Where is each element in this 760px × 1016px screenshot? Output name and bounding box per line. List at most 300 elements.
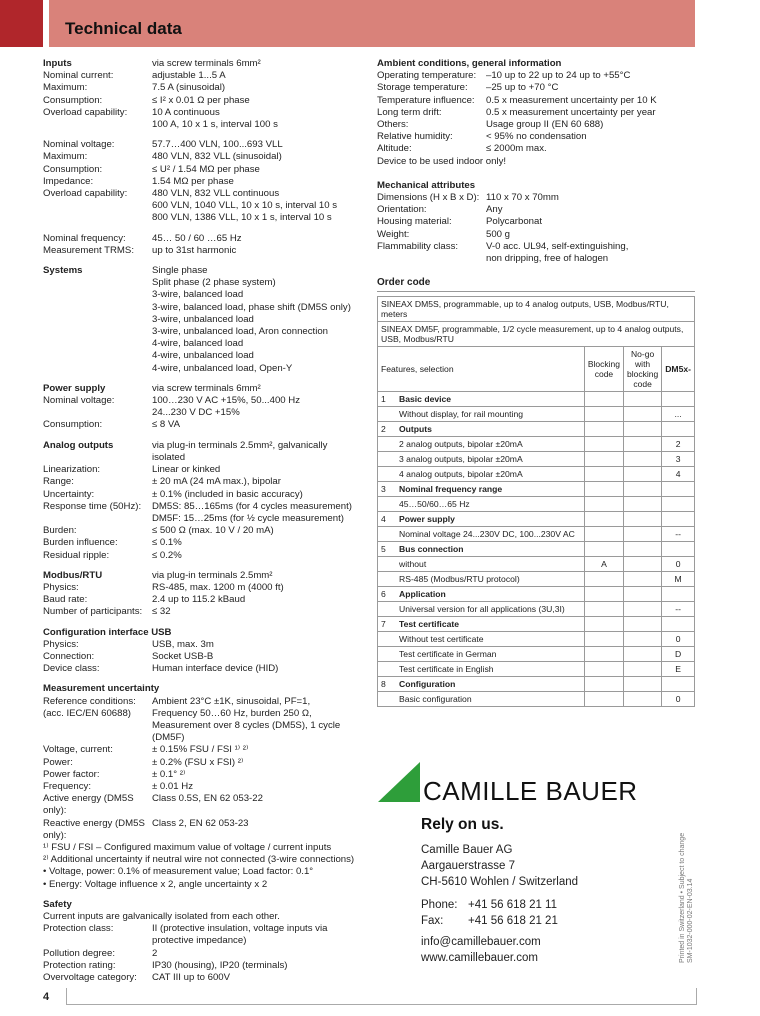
- spec-value: ≤ 0.1%: [152, 537, 182, 549]
- spec-row: [377, 119, 695, 131]
- spec-value: 10 A continuous: [152, 106, 220, 118]
- section-voltage: [43, 139, 363, 224]
- spec-value: 0.5 x measurement uncertainty per year: [486, 106, 656, 118]
- order-number: 7: [381, 619, 386, 630]
- order-code-value: [662, 422, 695, 437]
- spec-value: ≤ 2000m max.: [486, 143, 547, 155]
- spec-label: [43, 277, 152, 289]
- spec-label: [43, 314, 152, 326]
- address-company: Camille Bauer AG: [421, 844, 513, 856]
- spec-value: –25 up to +70 °C: [486, 82, 559, 94]
- spec-label: Maximum:: [43, 82, 88, 94]
- order-text: RS-485 (Modbus/RTU protocol): [399, 574, 520, 585]
- order-blocking-code: [584, 572, 623, 587]
- spec-row: [43, 960, 363, 972]
- spec-label: Consumption:: [43, 163, 103, 175]
- order-code-value: [662, 482, 695, 497]
- spec-value: Class 2, EN 62 053-23: [152, 817, 249, 829]
- spec-label: Orientation:: [377, 204, 427, 216]
- footnote: ²⁾ Additional uncertainty if neutral wire not connected (3-wire connections): [43, 854, 355, 866]
- order-number: 8: [381, 679, 386, 690]
- spec-row: [43, 419, 363, 431]
- spec-label: Housing material:: [377, 216, 452, 228]
- order-blocking-code: [584, 647, 623, 662]
- order-nogo: [624, 422, 662, 437]
- order-option-row: [378, 437, 695, 452]
- spec-value: 800 VLN, 1386 VLL, 10 x 1 s, interval 10 s: [152, 212, 332, 224]
- order-text: Configuration: [399, 679, 456, 690]
- spec-label: Connection:: [43, 650, 95, 662]
- spec-value: Class 0.5S, EN 62 053-22: [152, 793, 263, 805]
- spec-label: Range:: [43, 476, 74, 488]
- spec-label: Baud rate:: [43, 594, 88, 606]
- spec-label: Burden:: [43, 525, 77, 537]
- footnote: • Voltage, power: 0.1% of measurement value; Load factor: 0.1°: [43, 866, 314, 878]
- spec-value: ± 20 mA (24 mA max.), bipolar: [152, 476, 281, 488]
- spec-label: Power factor:: [43, 768, 100, 780]
- spec-value: DM5S: 85…165ms (for 4 cycles measurement): [152, 500, 352, 512]
- order-feature: [378, 542, 585, 557]
- spec-row: [43, 972, 363, 984]
- spec-row: [43, 107, 363, 119]
- spec-value: ± 0.1° ²⁾: [152, 768, 186, 780]
- order-head-code: DM5x-: [662, 347, 695, 392]
- order-category-row: [378, 512, 695, 527]
- order-category-row: [378, 587, 695, 602]
- order-blocking-code: A: [584, 557, 623, 572]
- spec-label: Nominal current:: [43, 70, 114, 82]
- spec-row: [43, 407, 363, 419]
- order-nogo: [624, 452, 662, 467]
- order-feature: [378, 677, 585, 692]
- ambient-title: Ambient conditions, general information: [377, 58, 562, 69]
- order-text: Nominal frequency range: [399, 484, 503, 495]
- spec-value: 110 x 70 x 70mm: [486, 192, 559, 204]
- order-code-value: ...: [662, 407, 695, 422]
- order-blocking-code: [584, 617, 623, 632]
- spec-value: 3-wire, unbalanced load: [152, 313, 254, 325]
- order-head-features: Features, selection: [378, 347, 585, 392]
- spec-label: [377, 253, 486, 265]
- slogan: Rely on us.: [421, 816, 504, 833]
- order-code-value: [662, 617, 695, 632]
- usb-title: Configuration interface USB: [43, 626, 172, 638]
- order-blocking-code: [584, 407, 623, 422]
- order-text: Basic device: [399, 394, 452, 405]
- order-feature: [378, 497, 585, 512]
- order-desc-dm5f: SINEAX DM5F, programmable, 1/2 cycle measurement, up to 4 analog outputs, USB, Modbus/RTU: [378, 322, 695, 347]
- order-category-row: [378, 542, 695, 557]
- spec-value: CAT III up to 600V: [152, 972, 231, 984]
- order-feature: [378, 572, 585, 587]
- order-feature: [378, 602, 585, 617]
- spec-label: Relative humidity:: [377, 131, 453, 143]
- order-text: Basic configuration: [399, 694, 472, 705]
- spec-label: Systems: [43, 265, 83, 277]
- spec-value: RS-485, max. 1200 m (4000 ft): [152, 581, 284, 593]
- spec-row: [43, 501, 363, 513]
- ambient-note: Device to be used indoor only!: [377, 155, 507, 167]
- section-inputs: [43, 58, 363, 131]
- order-head-nogo: No-go with blocking code: [624, 347, 662, 392]
- spec-value: Split phase (2 phase system): [152, 277, 276, 289]
- website-link[interactable]: www.camillebauer.com: [421, 952, 538, 964]
- spec-row: [43, 582, 363, 594]
- order-text: Application: [399, 589, 446, 600]
- order-nogo: [624, 677, 662, 692]
- spec-row: [377, 107, 695, 119]
- order-text: Test certificate in German: [399, 649, 497, 660]
- spec-value: II (protective insulation, voltage inputs via: [152, 923, 328, 935]
- spec-value: ± 0.1% (included in basic accuracy): [152, 488, 303, 500]
- address-street: Aargauerstrasse 7: [421, 860, 515, 872]
- order-nogo: [624, 662, 662, 677]
- order-blocking-code: [584, 632, 623, 647]
- order-blocking-code: [584, 482, 623, 497]
- order-head-blocking: Blocking code: [584, 347, 623, 392]
- order-code-value: 3: [662, 452, 695, 467]
- order-text: Universal version for all applications (3U,3I): [399, 604, 565, 615]
- order-feature: [378, 527, 585, 542]
- spec-label: [43, 935, 152, 947]
- spec-row: [43, 326, 363, 338]
- phone-label: Phone:: [421, 899, 458, 911]
- spec-value: adjustable 1...5 A: [152, 70, 226, 82]
- safety-rows: [43, 923, 363, 984]
- spec-value: Linear or kinked: [152, 464, 221, 476]
- order-text: without: [399, 559, 427, 570]
- spec-row: [43, 164, 363, 176]
- section-modbus: [43, 570, 363, 619]
- order-blocking-code: [584, 587, 623, 602]
- order-option-row: [378, 407, 695, 422]
- order-text: Without test certificate: [399, 634, 484, 645]
- mu-title: Measurement uncertainty: [43, 683, 160, 695]
- spec-value: Single phase: [152, 265, 208, 277]
- order-code-value: M: [662, 572, 695, 587]
- spec-label: Burden influence:: [43, 537, 118, 549]
- spec-value: 100 A, 10 x 1 s, interval 100 s: [152, 119, 278, 131]
- spec-label: Number of participants:: [43, 606, 143, 618]
- spec-row: [377, 131, 695, 143]
- order-code-value: [662, 587, 695, 602]
- spec-row: [43, 395, 363, 407]
- order-category-row: [378, 617, 695, 632]
- footer-rule: [66, 988, 697, 1005]
- left-column: [43, 58, 363, 984]
- order-category-row: [378, 677, 695, 692]
- spec-value: 480 VLN, 832 VLL (sinusoidal): [152, 151, 282, 163]
- order-blocking-code: [584, 512, 623, 527]
- spec-label: Protection class:: [43, 923, 114, 935]
- order-number: 4: [381, 514, 386, 525]
- order-text: Outputs: [399, 424, 432, 435]
- spec-value: Ambient 23°C ±1K, sinusoidal, PF=1,: [152, 695, 311, 707]
- spec-value: 45… 50 / 60 …65 Hz: [152, 232, 242, 244]
- spec-label: [43, 289, 152, 301]
- spec-value: Usage group II (EN 60 688): [486, 119, 604, 131]
- spec-row: [377, 70, 695, 82]
- footnotes: [43, 842, 363, 891]
- spec-label: Modbus/RTU: [43, 569, 103, 581]
- spec-value: via screw terminals 6mm²: [152, 382, 261, 394]
- section-frequency: [43, 233, 363, 257]
- order-code-value: 2: [662, 437, 695, 452]
- order-blocking-code: [584, 692, 623, 707]
- logo-triangle-icon: [378, 762, 420, 802]
- header-accent-block: [0, 0, 43, 47]
- page-title: Technical data: [65, 19, 182, 38]
- spec-row: [377, 229, 695, 241]
- mu-rows: [43, 696, 363, 842]
- section-measurement-uncertainty: [43, 683, 363, 890]
- order-blocking-code: [584, 497, 623, 512]
- spec-row: [43, 606, 363, 618]
- order-option-row: [378, 692, 695, 707]
- spec-row: [43, 200, 363, 212]
- spec-label: Long term drift:: [377, 106, 442, 118]
- section-analog-outputs: [43, 440, 363, 562]
- spec-value: 2.4 up to 115.2 kBaud: [152, 594, 246, 606]
- spec-value: Socket USB-B: [152, 650, 214, 662]
- spec-row: [43, 245, 363, 257]
- spec-label: Maximum:: [43, 151, 88, 163]
- order-code-value: [662, 542, 695, 557]
- spec-row: [43, 818, 363, 842]
- spec-row: [377, 143, 695, 155]
- section-power-supply: [43, 383, 363, 432]
- order-category-row: [378, 482, 695, 497]
- order-nogo: [624, 392, 662, 407]
- spec-row: [43, 708, 363, 720]
- order-category-row: [378, 392, 695, 407]
- order-feature: [378, 452, 585, 467]
- safety-intro: Current inputs are galvanically isolated from each other.: [43, 911, 280, 922]
- spec-label: [43, 407, 152, 419]
- order-code-table: [377, 296, 695, 707]
- spec-label: [43, 326, 152, 338]
- spec-label: Voltage, current:: [43, 744, 113, 756]
- order-nogo: [624, 632, 662, 647]
- spec-value: Frequency 50…60 Hz, burden 250 Ω,: [152, 707, 312, 719]
- spec-row: [43, 769, 363, 781]
- spec-row: [377, 216, 695, 228]
- order-option-row: [378, 602, 695, 617]
- spec-row: [43, 302, 363, 314]
- spec-row: [43, 70, 363, 82]
- spec-row: [43, 314, 363, 326]
- spec-value: 500 g: [486, 228, 511, 240]
- spec-value: via plug-in terminals 2.5mm²: [152, 569, 273, 581]
- fax-number: +41 56 618 21 21: [468, 915, 558, 927]
- footnote: ¹⁾ FSU / FSI – Configured maximum value of voltage / current inputs: [43, 841, 332, 853]
- spec-label: Measurement TRMS:: [43, 244, 134, 256]
- spec-label: Reference conditions:: [43, 695, 136, 707]
- spec-label: Response time (50Hz):: [43, 500, 142, 512]
- spec-value: via screw terminals 6mm²: [152, 58, 261, 69]
- spec-label: [43, 363, 152, 375]
- print-note-vertical: [679, 833, 695, 963]
- spec-value: non dripping, free of halogen: [486, 253, 609, 265]
- order-blocking-code: [584, 452, 623, 467]
- spec-row: [43, 948, 363, 960]
- spec-value: 7.5 A (sinusoidal): [152, 82, 226, 94]
- spec-row: [43, 338, 363, 350]
- order-feature: [378, 422, 585, 437]
- spec-label: Dimensions (H x B x D):: [377, 192, 480, 204]
- order-blocking-code: [584, 392, 623, 407]
- order-number: 1: [381, 394, 386, 405]
- spec-row: [43, 350, 363, 362]
- section-systems: [43, 265, 363, 375]
- spec-value: ± 0.15% FSU / FSI ¹⁾ ²⁾: [152, 744, 249, 756]
- web-block: [421, 934, 541, 966]
- spec-row: [43, 188, 363, 200]
- spec-label: (acc. IEC/EN 60688): [43, 707, 131, 719]
- spec-label: [43, 350, 152, 362]
- section-safety: [43, 899, 363, 984]
- spec-row: [43, 513, 363, 525]
- document-code: SM-1032-000-02-EN-03.14: [687, 878, 694, 963]
- contact-block: [421, 897, 558, 929]
- spec-row: [43, 139, 363, 151]
- order-nogo: [624, 467, 662, 482]
- spec-label: Frequency:: [43, 780, 91, 792]
- spec-row: [43, 537, 363, 549]
- order-blocking-code: [584, 422, 623, 437]
- order-text: 45…50/60…65 Hz: [399, 499, 470, 510]
- spec-value: V-0 acc. UL94, self-extinguishing,: [486, 240, 629, 252]
- spec-value: 480 VLN, 832 VLL continuous: [152, 188, 280, 200]
- section-mechanical: [377, 180, 695, 265]
- spec-row: [43, 793, 363, 817]
- spec-label: Inputs: [43, 58, 72, 69]
- order-code-value: E: [662, 662, 695, 677]
- spec-row: [43, 923, 363, 935]
- spec-value: Polycarbonat: [486, 216, 542, 228]
- order-text: Nominal voltage 24...230V DC, 100...230V AC: [399, 529, 575, 540]
- order-feature: [378, 617, 585, 632]
- order-option-row: [378, 647, 695, 662]
- email-link[interactable]: info@camillebauer.com: [421, 936, 541, 948]
- page-number: 4: [43, 991, 50, 1003]
- spec-row: [43, 720, 363, 744]
- spec-label: Physics:: [43, 581, 79, 593]
- spec-label: Storage temperature:: [377, 82, 468, 94]
- order-nogo: [624, 572, 662, 587]
- spec-row: [43, 383, 363, 395]
- order-nogo: [624, 602, 662, 617]
- spec-value: 4-wire, unbalanced load: [152, 350, 254, 362]
- order-feature: [378, 437, 585, 452]
- spec-label: Temperature influence:: [377, 94, 475, 106]
- spec-row: [43, 58, 363, 70]
- order-nogo: [624, 557, 662, 572]
- order-category-row: [378, 422, 695, 437]
- order-feature: [378, 647, 585, 662]
- right-column: [377, 58, 695, 707]
- order-text: 4 analog outputs, bipolar ±20mA: [399, 469, 523, 480]
- spec-value: 100…230 V AC +15%, 50...400 Hz: [152, 395, 301, 407]
- spec-row: [43, 476, 363, 488]
- spec-value: 3-wire, balanced load: [152, 289, 244, 301]
- order-text: Test certificate in English: [399, 664, 494, 675]
- spec-value: 0.5 x measurement uncertainty per 10 K: [486, 94, 657, 106]
- order-option-row: [378, 527, 695, 542]
- order-number: 2: [381, 424, 386, 435]
- spec-value: 3-wire, unbalanced load, Aron connection: [152, 326, 329, 338]
- spec-label: Uncertainty:: [43, 488, 95, 500]
- spec-row: [377, 82, 695, 94]
- order-feature: [378, 557, 585, 572]
- order-option-row: [378, 497, 695, 512]
- order-text: Without display, for rail mounting: [399, 409, 524, 420]
- section-ambient: [377, 58, 695, 168]
- spec-value: Measurement over 8 cycles (DM5S), 1 cycle (DM5F): [152, 719, 341, 744]
- order-nogo: [624, 527, 662, 542]
- order-nogo: [624, 512, 662, 527]
- order-blocking-code: [584, 437, 623, 452]
- order-nogo: [624, 692, 662, 707]
- spec-label: Physics:: [43, 638, 79, 650]
- spec-row: [43, 82, 363, 94]
- order-feature: [378, 407, 585, 422]
- order-blocking-code: [584, 662, 623, 677]
- order-option-row: [378, 467, 695, 482]
- spec-value: Any: [486, 204, 503, 216]
- order-blocking-code: [584, 542, 623, 557]
- spec-label: Flammability class:: [377, 240, 459, 252]
- spec-value: ≤ 500 Ω (max. 10 V / 20 mA): [152, 525, 274, 537]
- order-blocking-code: [584, 677, 623, 692]
- spec-row: [43, 757, 363, 769]
- spec-value: ≤ I² x 0.01 Ω per phase: [152, 94, 250, 106]
- spec-label: [43, 338, 152, 350]
- spec-label: Residual ripple:: [43, 549, 110, 561]
- spec-row: [43, 663, 363, 675]
- spec-row: [43, 440, 363, 464]
- spec-row: [43, 744, 363, 756]
- spec-value: ± 0.01 Hz: [152, 780, 193, 792]
- spec-row: [377, 192, 695, 204]
- spec-row: [43, 176, 363, 188]
- order-feature: [378, 692, 585, 707]
- footnote: • Energy: Voltage influence x 2, angle uncertainty x 2: [43, 878, 268, 890]
- spec-row: [43, 119, 363, 131]
- spec-value: 3-wire, balanced load, phase shift (DM5S only): [152, 301, 351, 313]
- mech-rows: [377, 192, 695, 265]
- order-code-value: [662, 677, 695, 692]
- spec-row: [43, 363, 363, 375]
- spec-row: [43, 696, 363, 708]
- spec-row: [377, 204, 695, 216]
- order-number: 3: [381, 484, 386, 495]
- spec-row: [43, 277, 363, 289]
- order-nogo: [624, 647, 662, 662]
- order-desc-dm5s: SINEAX DM5S, programmable, up to 4 analog outputs, USB, Modbus/RTU, meters: [378, 297, 695, 322]
- spec-label: Active energy (DM5S only):: [43, 793, 134, 817]
- order-code-value: [662, 392, 695, 407]
- spec-label: Altitude:: [377, 143, 412, 155]
- spec-label: Protection rating:: [43, 959, 116, 971]
- order-code-value: 0: [662, 692, 695, 707]
- spec-value: 57.7…400 VLN, 100...693 VLL: [152, 139, 283, 151]
- order-nogo: [624, 617, 662, 632]
- order-option-row: [378, 632, 695, 647]
- spec-value: ± 0.2% (FSU x FSI) ²⁾: [152, 756, 244, 768]
- order-code-value: D: [662, 647, 695, 662]
- order-text: Bus connection: [399, 544, 464, 555]
